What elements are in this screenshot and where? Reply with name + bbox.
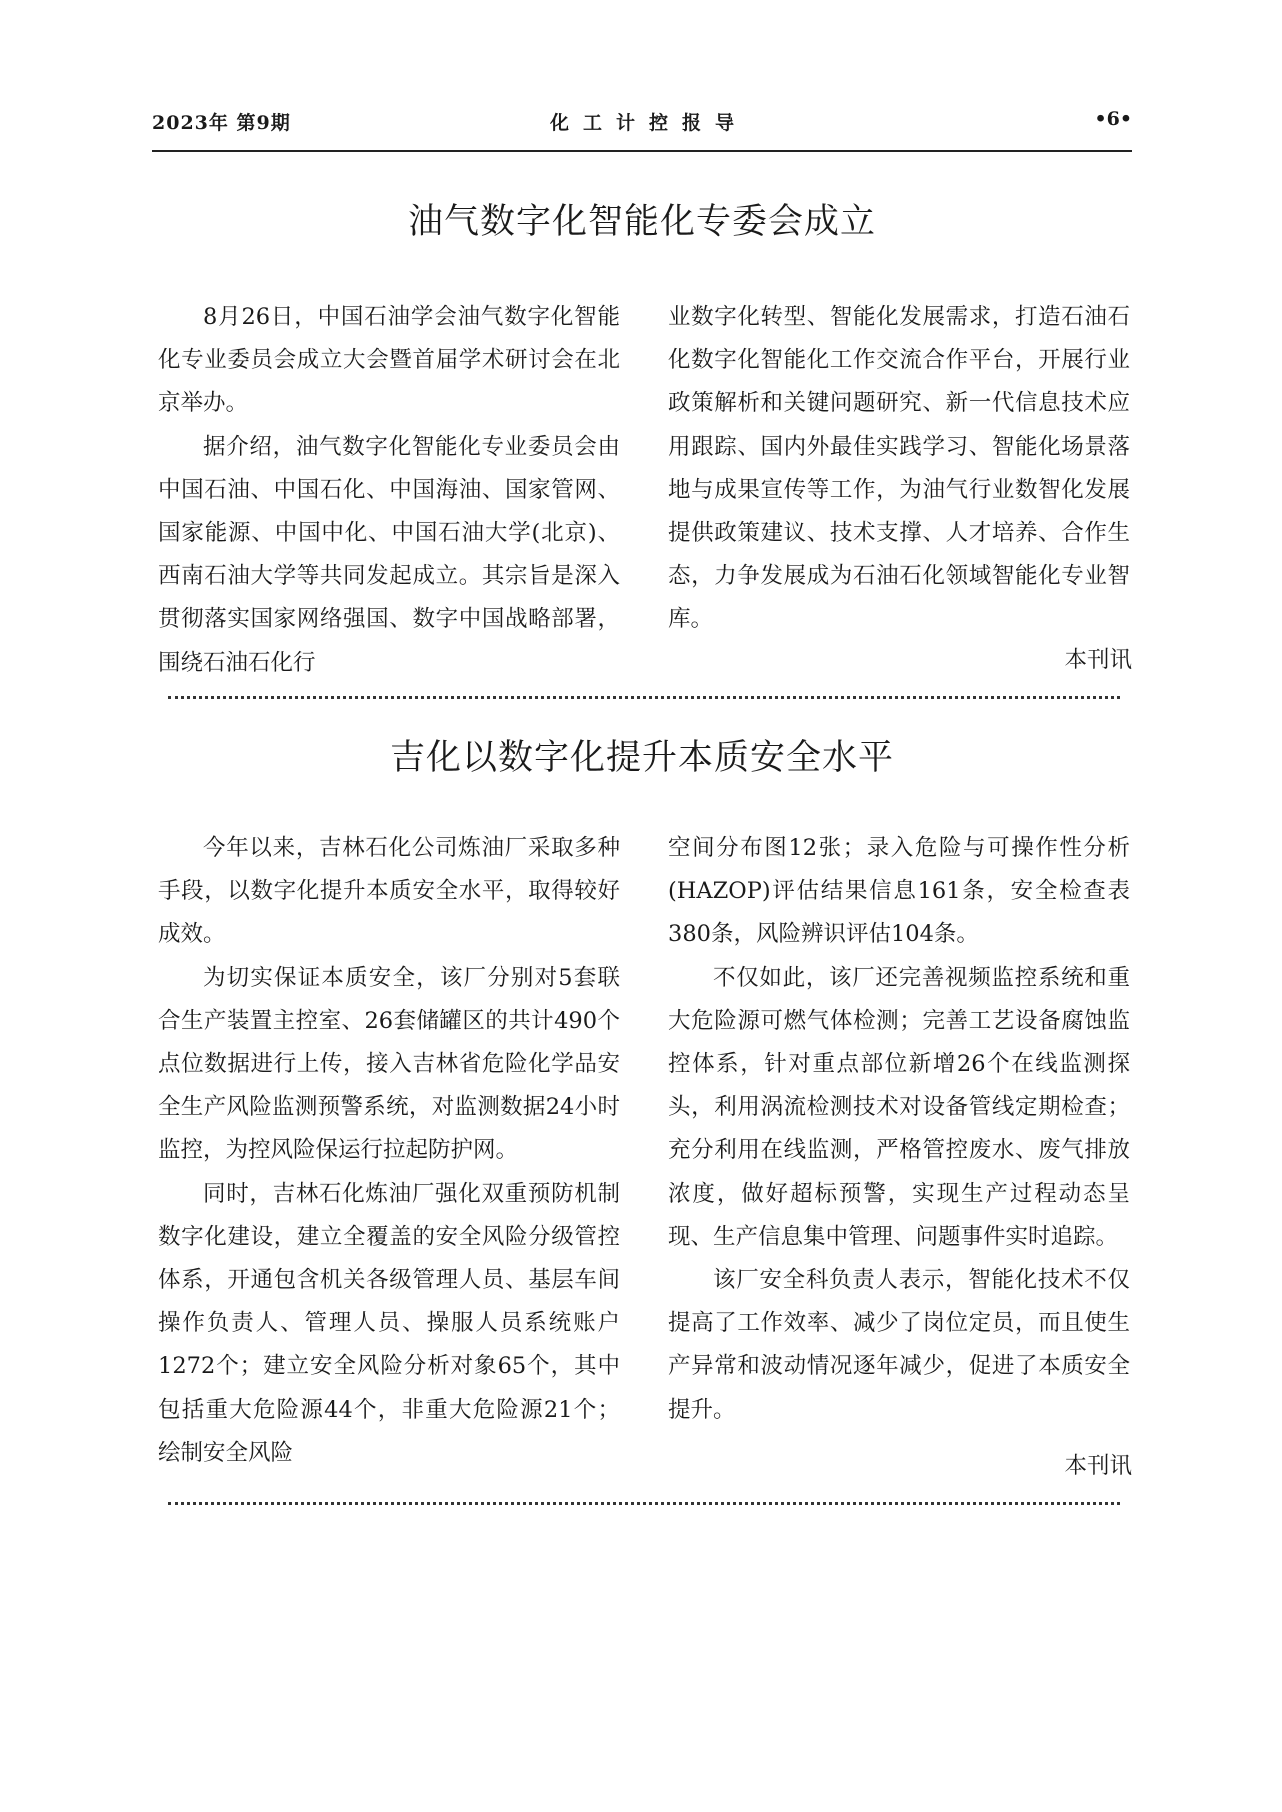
article-1-source: 本刊讯 (1064, 647, 1132, 673)
paragraph: 同时，吉林石化炼油厂强化双重预防机制数字化建设，建立全覆盖的安全风险分级管控体系，开通包含机关各级管理人员、基层车间操作负责人、管理人员、操服人员系统账户1272个；建立安全风险分析对象65个，其中包括重大危险源44个，非重大危险源21个；绘制安全风险 (158, 1180, 620, 1466)
issue-label: 2023年 第9期 (152, 112, 291, 134)
article-1-right-column (668, 296, 1130, 642)
paragraph: 8月26日，中国石油学会油气数字化智能化专业委员会成立大会暨首届学术研讨会在北京举办。 (158, 304, 620, 417)
page-number: •6• (1094, 108, 1132, 130)
page-header (152, 108, 1132, 144)
journal-name: 化工计控报导 (549, 112, 748, 134)
paragraph: 不仅如此，该厂还完善视频监控系统和重大危险源可燃气体检测；完善工艺设备腐蚀监控体系，针对重点部位新增26个在线监测探头，利用涡流检测技术对设备管线定期检查；充分利用在线监测，严格管控废水、废气排放浓度，做好超标预警，实现生产过程动态呈现、生产信息集中管理、问题事件实时追踪。 (668, 964, 1130, 1250)
paragraph: 今年以来，吉林石化公司炼油厂采取多种手段，以数字化提升本质安全水平，取得较好成效。 (158, 835, 620, 948)
paragraph: 该厂安全科负责人表示，智能化技术不仅提高了工作效率、减少了岗位定员，而且使生产异常和波动情况逐年减少，促进了本质安全提升。 (668, 1267, 1130, 1423)
paragraph: 据介绍，油气数字化智能化专业委员会由中国石油、中国石化、中国海油、国家管网、国家能源、中国中化、中国石油大学(北京)、西南石油大学等共同发起成立。其宗旨是深入贯彻落实国家网络强国、数字中国战略部署，围绕石油石化行 (158, 433, 620, 676)
article-2-left-column (158, 827, 620, 1475)
header-rule (152, 150, 1132, 152)
paragraph: 为切实保证本质安全，该厂分别对5套联合生产装置主控室、26套储罐区的共计490个点位数据进行上传，接入吉林省危险化学品安全生产风险监测预警系统，对监测数据24小时监控，为控风险保运行拉起防护网。 (158, 964, 620, 1164)
paragraph-continued: 空间分布图12张；录入危险与可操作性分析(HAZOP)评估结果信息161条，安全检查表380条，风险辨识评估104条。 (668, 835, 1130, 948)
paragraph-continued: 业数字化转型、智能化发展需求，打造石油石化数字化智能化工作交流合作平台，开展行业政策解析和关键问题研究、新一代信息技术应用跟踪、国内外最佳实践学习、智能化场景落地与成果宣传等工作，为油气行业数智化发展提供政策建议、技术支撑、人才培养、合作生态，力争发展成为石油石化领域智能化专业智库。 (668, 304, 1130, 633)
dotted-divider (168, 696, 1120, 699)
article-1-left-column (158, 296, 620, 685)
article-2-source: 本刊讯 (1064, 1453, 1132, 1479)
article-2-title: 吉化以数字化提升本质安全水平 (389, 738, 894, 778)
article-2-right-column (668, 827, 1130, 1432)
article-1-title: 油气数字化智能化专委会成立 (407, 202, 876, 242)
dotted-divider (168, 1502, 1120, 1505)
